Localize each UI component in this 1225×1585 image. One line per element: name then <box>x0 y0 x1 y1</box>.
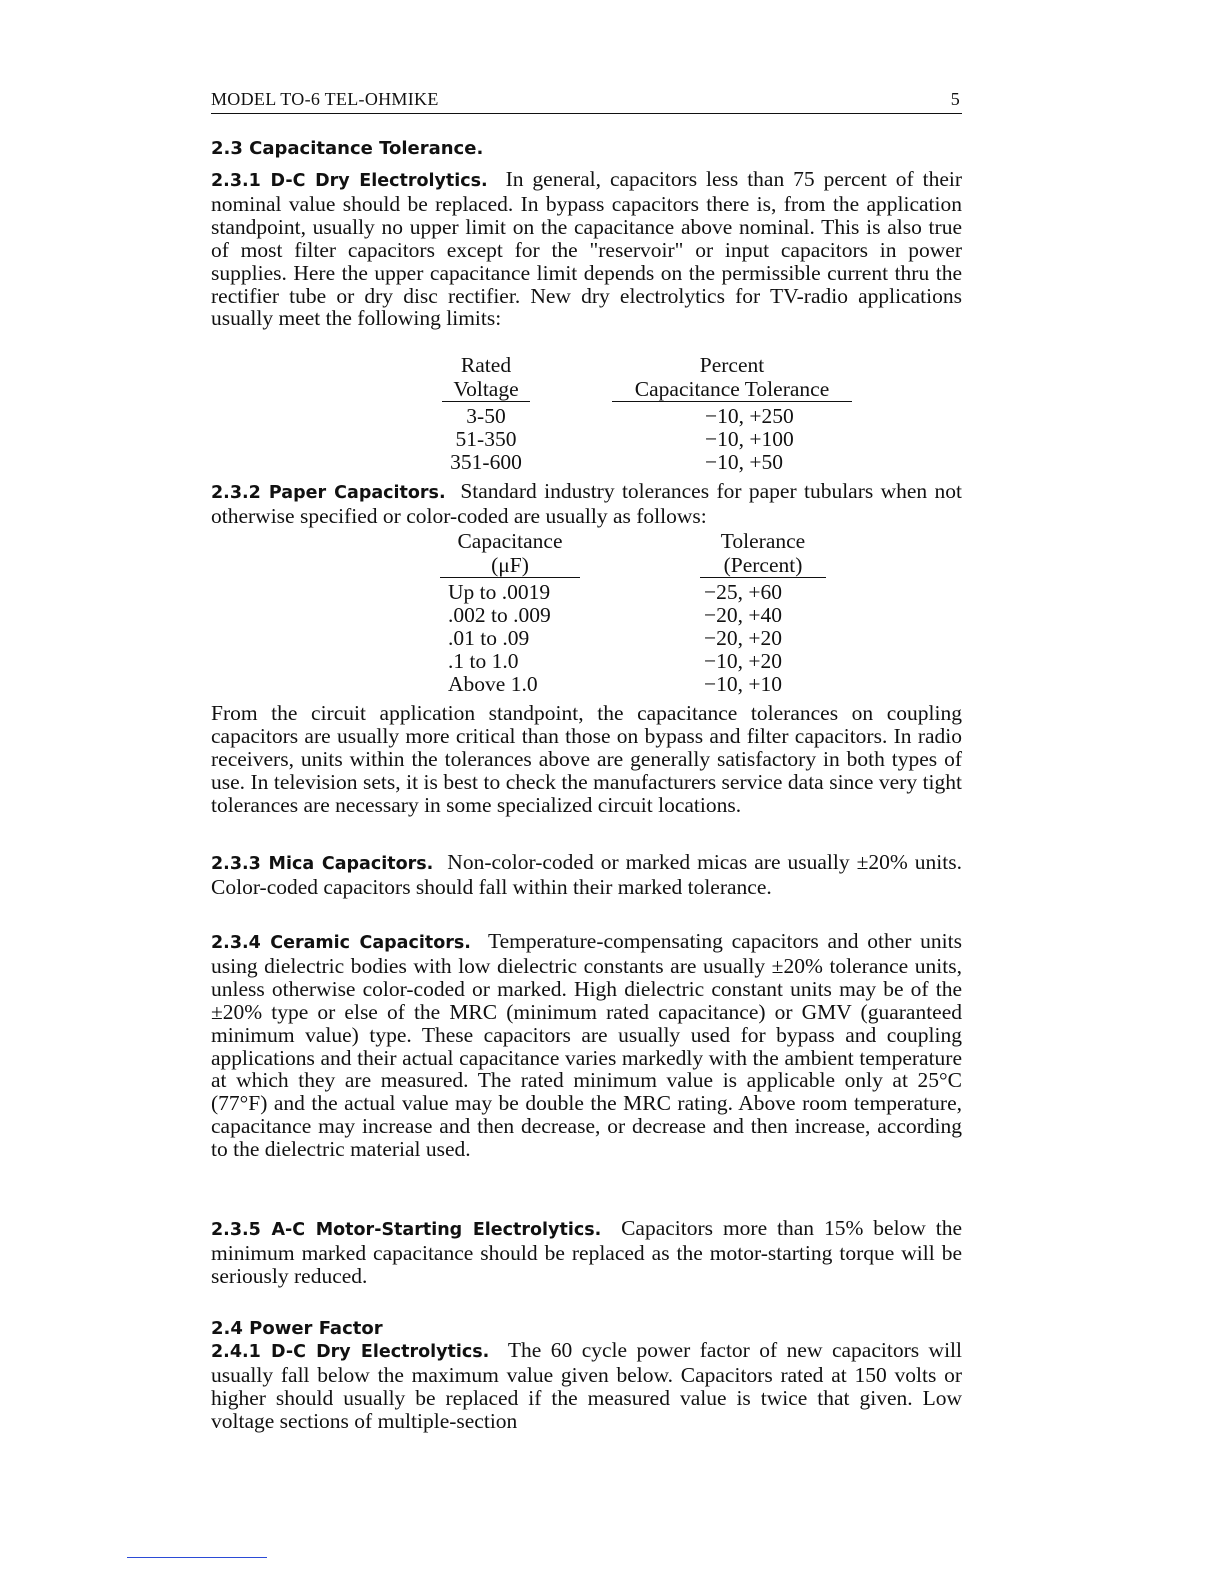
section-2-3-3-text: Non-color-coded or marked micas are usually ±20% units. Color-coded capacitors should fall within their marked tolerance. <box>211 850 962 899</box>
section-2-3-2-text: Standard industry tolerances for paper tubulars when not otherwise specified or color-coded are usually as follows: <box>211 479 962 528</box>
section-2-4-heading: 2.4 Power Factor <box>211 1318 383 1339</box>
section-2-3-5-text: Capacitors more than 15% below the minimum marked capacitance should be replaced as the motor-starting torque will be seriously reduced. <box>211 1216 963 1288</box>
section-2-3-4-heading: 2.3.4 Ceramic Capacitors. <box>211 933 471 953</box>
paragraph-circuit-application <box>211 702 962 817</box>
table-row-capacitance: .01 to .09 <box>448 626 530 650</box>
table-row-tolerance: −10, +20 <box>704 649 783 673</box>
header-title: MODEL TO-6 TEL-OHMIKE <box>211 89 439 109</box>
section-2-4-1-heading: 2.4.1 D-C Dry Electrolytics. <box>211 1342 490 1362</box>
table1-col2-header-line2: Capacitance Tolerance <box>612 378 852 402</box>
section-2-3-4-paragraph <box>211 930 962 1161</box>
table1-col2-header-line1: Percent <box>699 353 765 377</box>
table2-col1-header-line2: (μF) <box>440 554 580 578</box>
section-2-3-5-heading: 2.3.5 A-C Motor-Starting Electrolytics. <box>211 1220 602 1240</box>
section-2-3-3-paragraph <box>211 851 962 899</box>
section-2-3-1-paragraph <box>211 168 962 330</box>
table2-col2-header-line2: (Percent) <box>700 554 826 578</box>
running-header <box>211 87 962 114</box>
table-row-tolerance: −20, +40 <box>704 603 783 627</box>
section-2-3-heading: 2.3 Capacitance Tolerance. <box>211 138 484 159</box>
table-row-voltage: 351-600 <box>450 450 522 474</box>
table-row-voltage: 51-350 <box>455 427 517 451</box>
section-2-4-1-text: The 60 cycle power factor of new capacitors will usually fall below the maximum value given below. Capacitors rated at 150 volts or higher should usually be replaced if the measured value is twice that given. Low voltage sections of multiple-section <box>211 1338 962 1433</box>
table-row-voltage: 3-50 <box>466 404 506 428</box>
footnote-rule <box>127 1557 267 1558</box>
table2-col1-header-line1: Capacitance <box>457 529 563 553</box>
table-row-capacitance: .002 to .009 <box>448 603 551 627</box>
table-row-capacitance: Above 1.0 <box>448 672 538 696</box>
section-2-3-1-text: In general, capacitors less than 75 percent of their nominal value should be replaced. In bypass capacitors there is, from the application standpoint, usually no upper limit on the capacitance above nominal. This is also true of most filter capacitors except for the "reservoir" or input capacitors in power supplies. Here the upper capacitance limit depends on the permissible current thru the rectifier tube or dry disc rectifier. New dry electrolytics for TV-radio applications usually meet the following limits: <box>211 167 963 331</box>
section-2-3-5-paragraph <box>211 1217 962 1288</box>
section-2-3-2-heading: 2.3.2 Paper Capacitors. <box>211 483 446 503</box>
table1-col1-header-line1: Rated <box>460 353 512 377</box>
table-row-tolerance: −10, +10 <box>704 672 783 696</box>
section-2-4-1-paragraph <box>211 1339 962 1433</box>
table-row-tolerance: −10, +50 <box>705 450 784 474</box>
table1-col1-header-line2: Voltage <box>442 378 530 402</box>
table-row-tolerance: −10, +250 <box>705 404 794 428</box>
section-2-3-heading-block <box>211 136 962 161</box>
section-2-3-4-text: Temperature-compensating capacitors and other units using dielectric bodies with low dielectric constants are usually ±20% tolerance units, unless otherwise color-coded or marked. High dielectric constant units may be of the ±20% type or else of the MRC (minimum rated capacitance) or GMV (guaranteed minimum value) type. These capacitors are usually used for bypass and coupling applications and their actual capacitance varies markedly with the ambient temperature at which they are measured. The rated minimum value is applicable only at 25°C (77°F) and the actual value may be double the MRC rating. Above room temperature, capacitance may increase and then decrease, or decrease and then increase, according to the dielectric material used. <box>211 929 962 1162</box>
table-row-capacitance: .1 to 1.0 <box>448 649 519 673</box>
page-number: 5 <box>950 89 960 109</box>
section-2-3-3-heading: 2.3.3 Mica Capacitors. <box>211 854 434 874</box>
table2-col2-header-line1: Tolerance <box>720 529 806 553</box>
paragraph-circuit-application-text: From the circuit application standpoint, the capacitance tolerances on coupling capacitors are usually more critical than those on bypass and filter capacitors. In radio receivers, units within the tolerances above are generally satisfactory in both types of use. In television sets, it is best to check the manufacturers service data since very tight tolerances are necessary in some specialized circuit locations. <box>211 701 962 817</box>
section-2-3-2-paragraph <box>211 480 962 528</box>
table-row-tolerance: −10, +100 <box>705 427 794 451</box>
table-row-tolerance: −25, +60 <box>704 580 783 604</box>
table-row-capacitance: Up to .0019 <box>448 580 551 604</box>
section-2-3-1-heading: 2.3.1 D-C Dry Electrolytics. <box>211 171 488 191</box>
table-row-tolerance: −20, +20 <box>704 626 783 650</box>
